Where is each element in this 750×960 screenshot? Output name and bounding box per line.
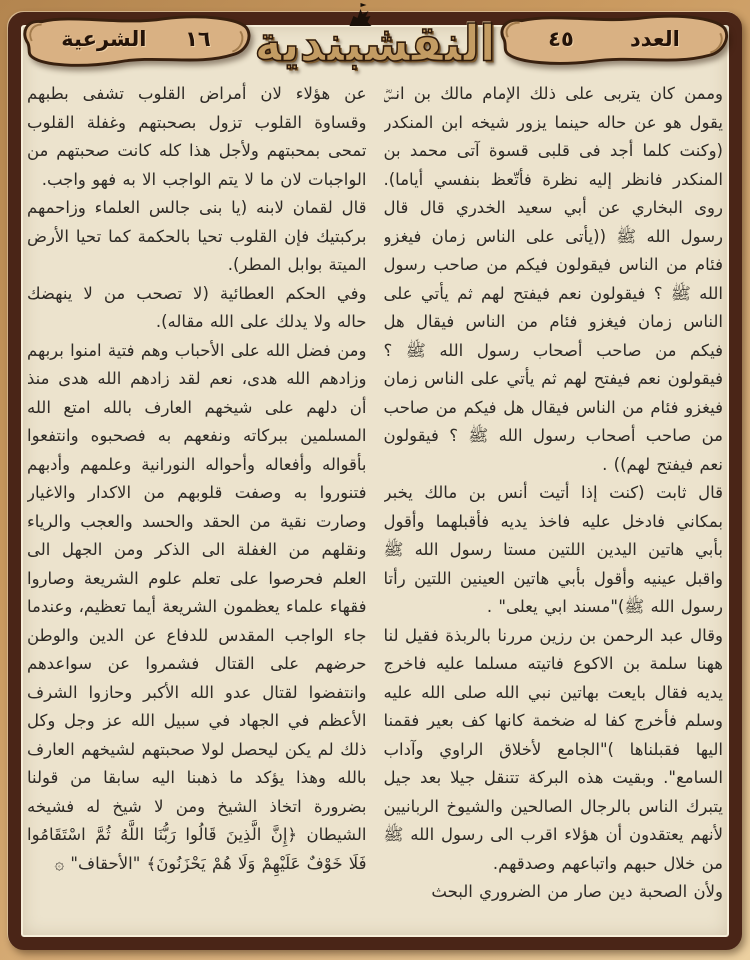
paragraph: عن هؤلاء لان أمراض القلوب تشفى بطبهم وقساوة القلوب تزول بصحبتهم وغفلة القلوب تمحى بمحبتهم ولأجل هذا كله كانت صحبتهم من الواجبات لان ما لا يتم الواجب الا به فهو واجب. <box>27 84 367 189</box>
article-body <box>27 80 723 932</box>
paragraph: ومن فضل الله على الأحباب وهم فتية امنوا بربهم وزادهم الله هدى، نعم لقد زادهم الله هدى منذ أن دلهم على شيخهم العارف بالله امتع الله المسلمين ببركاته ونفعهم به فصحبوه وانتفعوا بأقواله وأفعاله وأحواله النورانية وعلمهم وأدبهم فتنوروا به وصفت قلوبهم من الاكدار والاغيار وصارت نقية من الحقد والحسد والعجب والرياء ونقلهم من الغفلة الى الذكر ومن الجهل الى العلم فحرصوا على تعلم علوم الشريعة وصاروا فقهاء علماء يعظمون الشريعة أيما تعظيم، وعندما جاء الواجب المقدس للدفاع عن الدين والوطن حرضهم على القتال فشمروا عن سواعدهم وانتفضوا لقتال عدو الله الأكبر وحازوا الشرف الأعظم في الجهاد في سبيل الله عز وجل وكل ذلك لم يكن ليحصل لولا صحبتهم لشيخهم العارف بالله وهذا يؤكد ما ذهبنا اليه سابقا من قولنا بضرورة اتخاذ الشيخ ومن لا شيخ له فشيخه الشيطان ﴿إِنَّ الَّذِينَ قَالُوا رَبُّنَا اللَّهُ ثُمَّ اسْتَقَامُوا فَلَا خَوْفٌ عَلَيْهِمْ وَلَا هُمْ يَحْزَنُونَ﴾ "الأحقاف" ۞ <box>27 340 367 873</box>
issue-label: العدد <box>630 27 680 51</box>
paragraph: ولأن الصحبة دين صار من الضروري البحث <box>431 882 723 901</box>
issue-banner <box>496 12 732 70</box>
paragraph: وممن كان يتربى على ذلك الإمام مالك بن انسؓ يقول هو عن حاله حينما يزور شيخه ابن المنكدر (وكنت كلما أجد فى قلبى قسوة آتى محمد بن المنكدر فانظر إليه نظرة فأتّعظ بنفسي أياما). روى البخاري عن أبي سعيد الخدري قال قال رسول الله ﷺ ((يأتى على الناس زمان فيغزو فئام من الناس فيقولون فيكم من صاحب رسول الله ﷺ ؟ فيقولون نعم فيفتح لهم ثم يأتي على الناس زمان فيغزو فئام من الناس فيقال هل فيكم من صاحب أصحاب رسول الله ﷺ ؟ فيقولون نعم فيفتح لهم ثم يأتي على الناس زمان فيغزو فئام من الناس فيقال هل فيكم من صاحب من صاحب أصحاب رسول الله ﷺ ؟ فيقولون نعم فيفتح لهم)) . <box>383 84 723 474</box>
issue-number: ٤٥ <box>548 27 574 51</box>
page-header <box>0 0 750 82</box>
paragraph: وفي الحكم العطائية (لا تصحب من لا ينهضك حاله ولا يدلك على الله مقاله). <box>27 283 367 331</box>
section-label: الشرعية <box>61 27 147 51</box>
paragraph: وقال عبد الرحمن بن رزين مررنا بالربذة فقيل لنا ههنا سلمة بن الاكوع فاتيته مسلما عليه فاخرج يديه فقال بايعت بهاتين نبي الله صلى الله عليه وسلم فأخرج كفا له ضخمة كانها كف بعير فقمنا اليها فقبلناها )"الجامع لأخلاق الراوي وآداب السامع". وبقيت هذه البركة تتنقل جيلا بعد جيل يتبرك الناس بالرجال الصالحين والشيوخ الربانيين لأنهم يعتقدون أن هؤلاء اقرب الى رسول الله ﷺ من خلال حبهم واتباعهم وصدقهم. <box>383 625 723 873</box>
logo-title: النقشبندية <box>254 13 496 73</box>
magazine-logo <box>254 2 496 73</box>
column-left <box>27 80 367 932</box>
paragraph: قال ثابت (كنت إذا أتيت أنس بن مالك يخبر بمكاني فادخل عليه فاخذ يديه فأقبلهما وأقول بأبي هاتين اليدين اللتين مستا رسول الله ﷺ واقبل عينيه وأقول بأبي هاتين العينين اللتين رأتا رسول الله ﷺ)"مسند ابي يعلى" . <box>383 483 723 616</box>
section-banner <box>18 12 254 70</box>
column-right <box>384 80 724 932</box>
paragraph: قال لقمان لابنه (يا بنى جالس العلماء وزاحمهم بركبتيك فإن القلوب تحيا بالحكمة كما تحيا الأرض الميتة بوابل المطر). <box>27 198 367 274</box>
page-number: ١٦ <box>185 27 211 51</box>
